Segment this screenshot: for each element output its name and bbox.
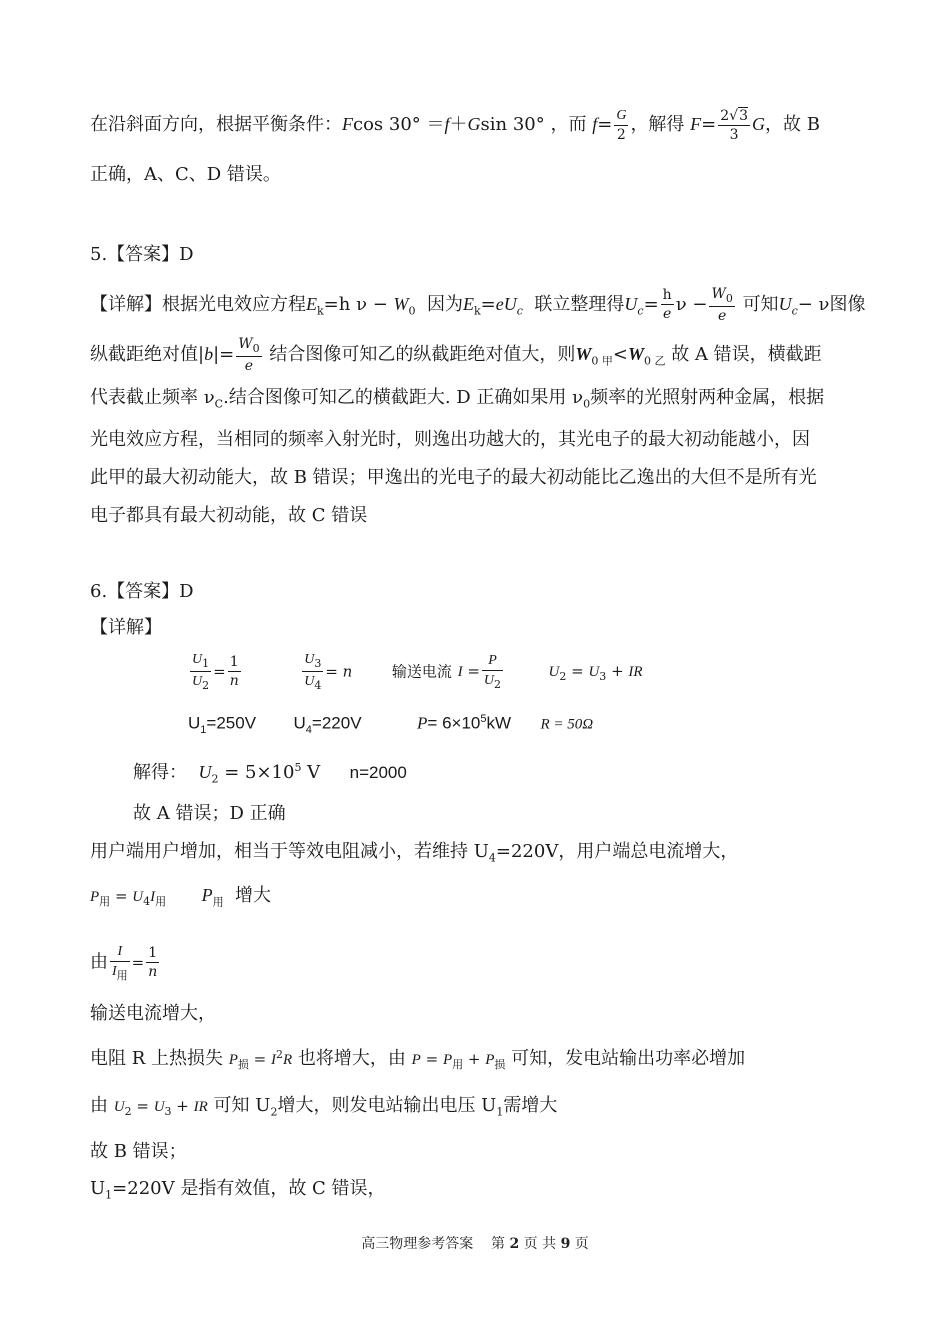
text: 可知，发电站输出功率必增加 [511, 1048, 746, 1069]
text: 结合图像可知乙的横截距大. D 正确如果用 ν [228, 387, 584, 408]
text: 也将增大，由 [297, 1048, 406, 1069]
text: 频率的光照射两种金属，根据 [590, 387, 825, 408]
u4-value: =220V [311, 713, 362, 733]
transmission-current-label: 输送电流 [391, 662, 452, 681]
q6-solve-row: 解得： $U_2 = 5\times 10^5$ V n=2000 [133, 761, 407, 786]
text: 解得： [133, 762, 187, 783]
q5-detail-line-6: 电子都具有最大初动能，故 C 错误 [90, 505, 368, 526]
text: ＋ [449, 114, 468, 135]
resistance-value: R = 50Ω [540, 716, 594, 733]
q6-title: 6.【答案】D [90, 581, 194, 602]
q5-detail-line-1: 【详解】根据光电效应方程$E_k=h$ $\nu - W_0$ 因为$E_k=eU_c$ 联立整理得$U_c=$ $\frac{h}{e}$ ν − $\frac{W_0}{e}$ 可知$U_c- \nu$图像 [90, 286, 866, 324]
q6-line-c-wrong: $U_1=220V$ 是指有效值，故 C 错误， [90, 1178, 386, 1202]
q6-line-b-wrong: 故 B 错误； [90, 1141, 187, 1162]
text: ，解得 [630, 114, 685, 135]
q6-conclusion-1: 故 A 错误；D 正确 [133, 803, 286, 824]
q6-formula-row-1: $\frac{U_1}{U_2}$ = $\frac{1}{n}$ $\frac{U_3}{U_4}$ = n 输送电流 I = $\frac{P}{U_2}$ $U_2 = U_3$ + IR [192, 652, 643, 692]
q6-line-heat-loss: 电阻 R 上热损失 $P_损 = I^2R$ 也将增大，由 $P = P_用 + P_损$ 可知，发电站输出功率必增加 [90, 1048, 746, 1071]
text: 故 A 错误，横截距 [671, 343, 822, 365]
text: 可知 [742, 293, 779, 315]
text: cos 30° ＝ [353, 114, 445, 135]
text: 联立整理得 [534, 293, 625, 315]
text: 结合图像可知乙的纵截距绝对值大，则 [269, 343, 576, 365]
fraction-g-over-2: $\frac{G}{2}$ [616, 108, 627, 143]
text: U [90, 1178, 106, 1199]
fraction-1-over-n: $\frac{1}{n}$ [148, 944, 158, 980]
fraction-2sqrt3-over-3: $\frac{2√3}{3}$ [720, 107, 749, 143]
text: 图像 [829, 293, 866, 315]
fraction-1-over-n: $\frac{1}{n}$ [229, 653, 239, 689]
text: 需增大 [503, 1095, 558, 1116]
footer-subject: 高三物理参考答案 [361, 1236, 474, 1252]
q6-line-ratio: 由 $\frac{I}{I_用}$ = $\frac{1}{n}$ [90, 944, 158, 982]
u1-value: =250V [206, 713, 257, 733]
text: =220V 是指有效值，故 C 错误， [112, 1178, 386, 1199]
n-value: n=2000 [349, 763, 407, 782]
q5-title: 5.【答案】D [90, 244, 194, 265]
text: 增大 [235, 885, 272, 906]
footer-page-suffix: 页 [574, 1236, 589, 1252]
footer-page-number: 2 [509, 1236, 520, 1252]
fraction-h-over-e: $\frac{h}{e}$ [662, 287, 672, 323]
footer-page-total: 9 [560, 1236, 571, 1252]
text: 电阻 R 上热损失 [90, 1048, 223, 1069]
q5-detail-line-3: 代表截止频率 $\nu_C$.结合图像可知乙的横截距大. D 正确如果用 $\nu_0$频率的光照射两种金属，根据 [90, 387, 825, 411]
fraction-w0-over-e: $\frac{W_0}{e}$ [238, 336, 260, 374]
text: 在沿斜面方向，根据平衡条件： [90, 114, 342, 135]
page-footer [0, 1233, 950, 1253]
text: 可知 U [213, 1095, 271, 1116]
q5-detail-line-4: 光电效应方程，当相同的频率入射光时，则逸出功越大的，其光电子的最大初动能越小，因 [90, 429, 810, 450]
fraction-w0-over-e: $\frac{W_0}{e}$ [711, 286, 733, 324]
q5-detail-line-5: 此甲的最大初动能大，故 B 错误；甲逸出的光电子的最大初动能比乙逸出的大但不是所有光 [90, 467, 817, 488]
fraction-u1-over-u2: $\frac{U_1}{U_2}$ [192, 652, 210, 692]
u2-unit: V [307, 762, 321, 783]
text: 因为 [427, 293, 463, 315]
text: 由 [90, 951, 108, 973]
q6-values-row: $U_1=250V$ $U_4=220V$ $P= 6\times 10^5kW$ R = 50Ω [188, 713, 594, 737]
q6-line-power-user: $P_用 = U_4I_用$ $P_用$ 增大 [90, 885, 272, 909]
text: 用户端用户增加，相当于等效电阻减小，若维持 U [90, 841, 489, 862]
text: =220V，用户端总电流增大， [495, 841, 739, 862]
power-value: 6×10 [442, 713, 481, 733]
fraction-u3-over-u4: $\frac{U_3}{U_4}$ [304, 652, 322, 692]
text: 增大，则发电站输出电压 U [277, 1095, 497, 1116]
q6-detail-label: 【详解】 [90, 617, 162, 638]
text: 代表截止频率 ν [90, 387, 215, 408]
text: 纵截距绝对值 [90, 343, 198, 365]
text: 由 [90, 1095, 108, 1116]
fraction-p-over-u2: $\frac{P}{U_2}$ [483, 652, 502, 691]
q6-line-current-up: 输送电流增大， [90, 1003, 216, 1024]
text: sin 30° ，而 [480, 114, 587, 135]
p4-line-2: 正确，A、C、D 错误。 [90, 164, 281, 185]
q6-line-voltage: 由 $U_2 = U_3$ + IR 可知 $U_2$增大，则发电站输出电压 $U_1$需增大 [90, 1095, 558, 1119]
q5-detail-line-2: 纵截距绝对值|b|= $\frac{W_0}{e}$ 结合图像可知乙的纵截距绝对值大，则$W_{0 甲}<W_{0 乙}$ 故 A 错误，横截距 [90, 336, 822, 374]
power-unit: kW [486, 713, 512, 733]
footer-page-prefix: 第 [491, 1236, 506, 1252]
text: 【详解】根据光电效应方程 [90, 293, 306, 315]
fraction-i-over-iuser: $\frac{I}{I_用}$ [112, 944, 128, 982]
text: ，故 B [765, 114, 820, 135]
q6-line-users: 用户端用户增加，相当于等效电阻减小，若维持 $U_4=220V$，用户端总电流增大， [90, 841, 739, 865]
p4-line-1: 在沿斜面方向，根据平衡条件：Fcos 30° ＝f＋Gsin 30° ，而 f= $\frac{G}{2}$ ，解得 F= $\frac{2√3}{3}$ G，故 B [90, 107, 820, 143]
u2-value: = 5×10 [224, 762, 295, 783]
footer-page-mid: 页 共 [523, 1236, 557, 1252]
